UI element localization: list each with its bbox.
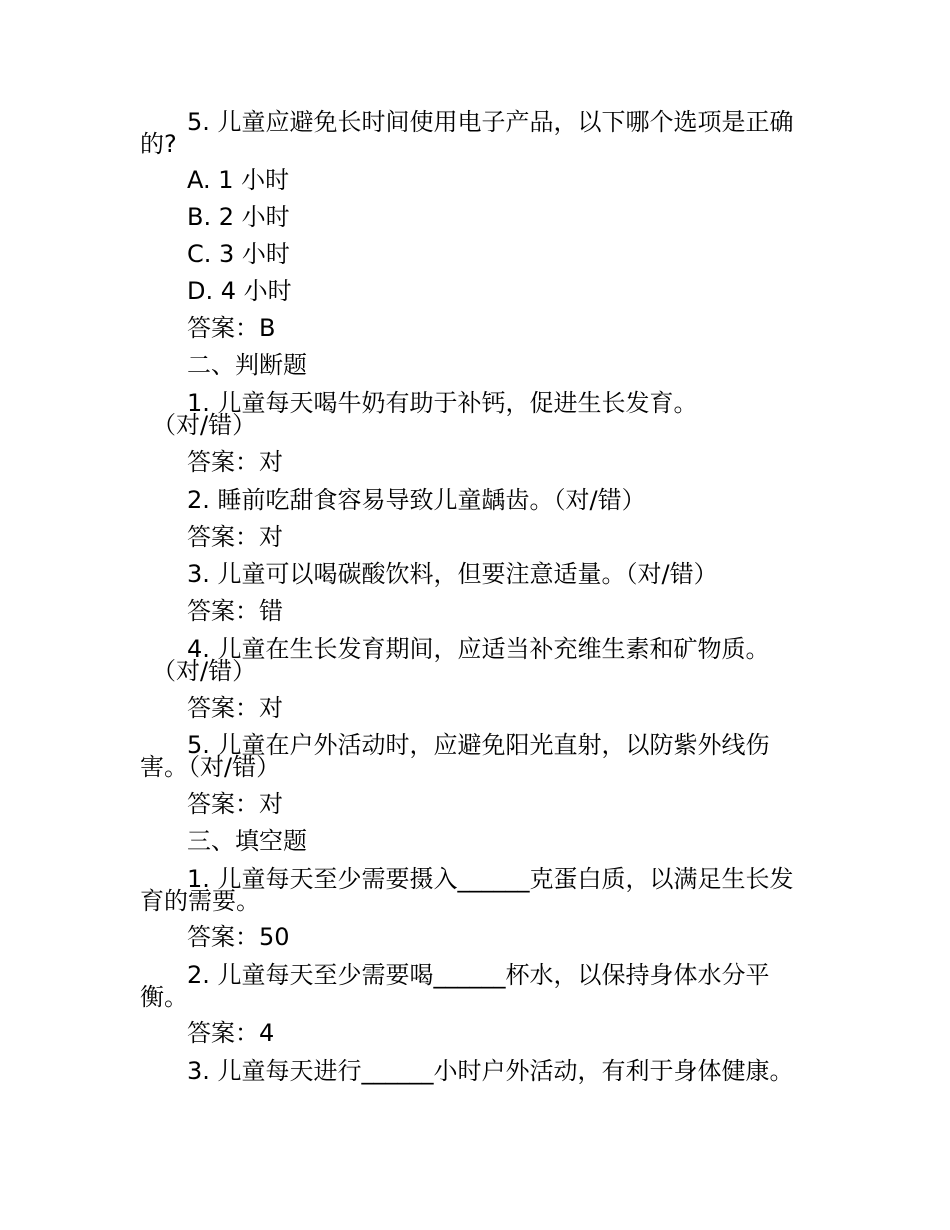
answer-tf-q3: 答案：错 bbox=[187, 597, 283, 625]
answer-tf-q5: 答案：对 bbox=[187, 790, 283, 818]
option-b: B. 2 小时 bbox=[187, 203, 290, 231]
fb-q3: 3. 儿童每天进行______小时户外活动，有利于身体健康。 bbox=[187, 1057, 794, 1085]
fb-q2-line1: 2. 儿童每天至少需要喝______杯水，以保持身体水分平 bbox=[187, 961, 770, 989]
answer-fb-q2: 答案：4 bbox=[187, 1019, 275, 1047]
q5-choice-question-line2: 的? bbox=[140, 130, 177, 158]
tf-q1-line2: （对/错） bbox=[152, 411, 257, 439]
section-heading-fill-blank: 三、填空题 bbox=[187, 827, 307, 855]
option-a: A. 1 小时 bbox=[187, 166, 290, 194]
option-c: C. 3 小时 bbox=[187, 240, 290, 268]
fb-q1-line1: 1. 儿童每天至少需要摄入______克蛋白质，以满足生长发 bbox=[187, 865, 794, 893]
tf-q5-line1: 5. 儿童在户外活动时，应避免阳光直射，以防紫外线伤 bbox=[187, 731, 770, 759]
tf-q4-line1: 4. 儿童在生长发育期间，应适当补充维生素和矿物质。 bbox=[187, 635, 770, 663]
fb-q1-line2: 育的需要。 bbox=[140, 887, 260, 915]
tf-q3: 3. 儿童可以喝碳酸饮料，但要注意适量。（对/错） bbox=[187, 560, 718, 588]
answer-fb-q1: 答案：50 bbox=[187, 923, 290, 951]
tf-q5-line2: 害。（对/错） bbox=[140, 753, 281, 781]
answer-tf-q2: 答案：对 bbox=[187, 523, 283, 551]
tf-q4-line2: （对/错） bbox=[152, 657, 257, 685]
answer-tf-q1: 答案：对 bbox=[187, 448, 283, 476]
tf-q2: 2. 睡前吃甜食容易导致儿童龋齿。（对/错） bbox=[187, 486, 646, 514]
q5-choice-question-line1: 5. 儿童应避免长时间使用电子产品，以下哪个选项是正确 bbox=[187, 108, 794, 136]
option-d: D. 4 小时 bbox=[187, 277, 292, 305]
answer-tf-q4: 答案：对 bbox=[187, 694, 283, 722]
tf-q1-line1: 1. 儿童每天喝牛奶有助于补钙，促进生长发育。 bbox=[187, 389, 698, 417]
fb-q2-line2: 衡。 bbox=[140, 983, 188, 1011]
answer-choice-q5: 答案：B bbox=[187, 314, 276, 342]
section-heading-true-false: 二、判断题 bbox=[187, 351, 307, 379]
